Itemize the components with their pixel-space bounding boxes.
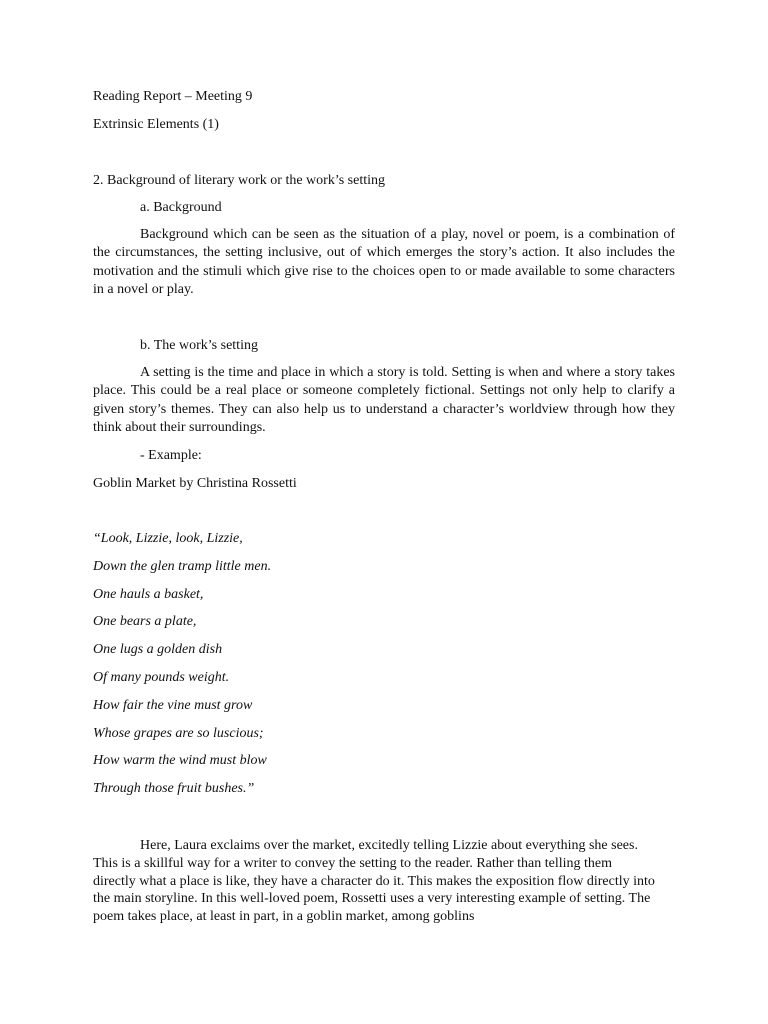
section-heading: 2. Background of literary work or the work’s setting xyxy=(93,173,385,188)
example-label: - Example: xyxy=(140,448,202,463)
report-title: Reading Report – Meeting 9 xyxy=(93,89,253,104)
poem-line: Whose grapes are so luscious; xyxy=(93,725,264,741)
poem-line: Down the glen tramp little men. xyxy=(93,558,272,574)
poem-line: Of many pounds weight. xyxy=(93,669,230,685)
poem-line: How warm the wind must blow xyxy=(93,753,267,769)
setting-paragraph: A setting is the time and place in which a story is told. Setting is when and where a story takes place. This could be a real place or someone completely fictional. Settings not only help to clarify a given story’s themes. They can also help us to understand a character’s worldview through how they think about their surroundings. xyxy=(93,365,675,436)
poem-line: “Look, Lizzie, look, Lizzie, xyxy=(93,531,243,546)
poem-excerpt xyxy=(93,530,271,808)
poem-line: How fair the vine must grow xyxy=(93,697,253,713)
report-subtitle: Extrinsic Elements (1) xyxy=(93,117,219,132)
subsection-background-heading: a. Background xyxy=(140,200,222,215)
poem-line: One bears a plate, xyxy=(93,614,197,630)
background-paragraph: Background which can be seen as the situation of a play, novel or poem, is a combination of the circumstances, the setting inclusive, out of which emerges the story’s action. It also includes the motivation and the stimuli which give rise to the choices open to or made available to some characters in a novel or play. xyxy=(93,227,675,298)
analysis-paragraph: Here, Laura exclaims over the market, excitedly telling Lizzie about everything she sees. This is a skillful way for a writer to convey the setting to the reader. Rather than telling them directly what a place is like, they have a character do it. This makes the exposition flow directly into the main storyline. In this well-loved poem, Rossetti uses a very interesting example of setting. The poem takes place, at least in part, in a goblin market, among goblins xyxy=(93,838,655,925)
poem-line: Through those fruit bushes.” xyxy=(93,781,255,797)
subsection-setting-heading: b. The work’s setting xyxy=(140,338,258,353)
poem-line: One hauls a basket, xyxy=(93,586,204,602)
poem-line: One lugs a golden dish xyxy=(93,642,223,658)
example-title: Goblin Market by Christina Rossetti xyxy=(93,476,297,491)
